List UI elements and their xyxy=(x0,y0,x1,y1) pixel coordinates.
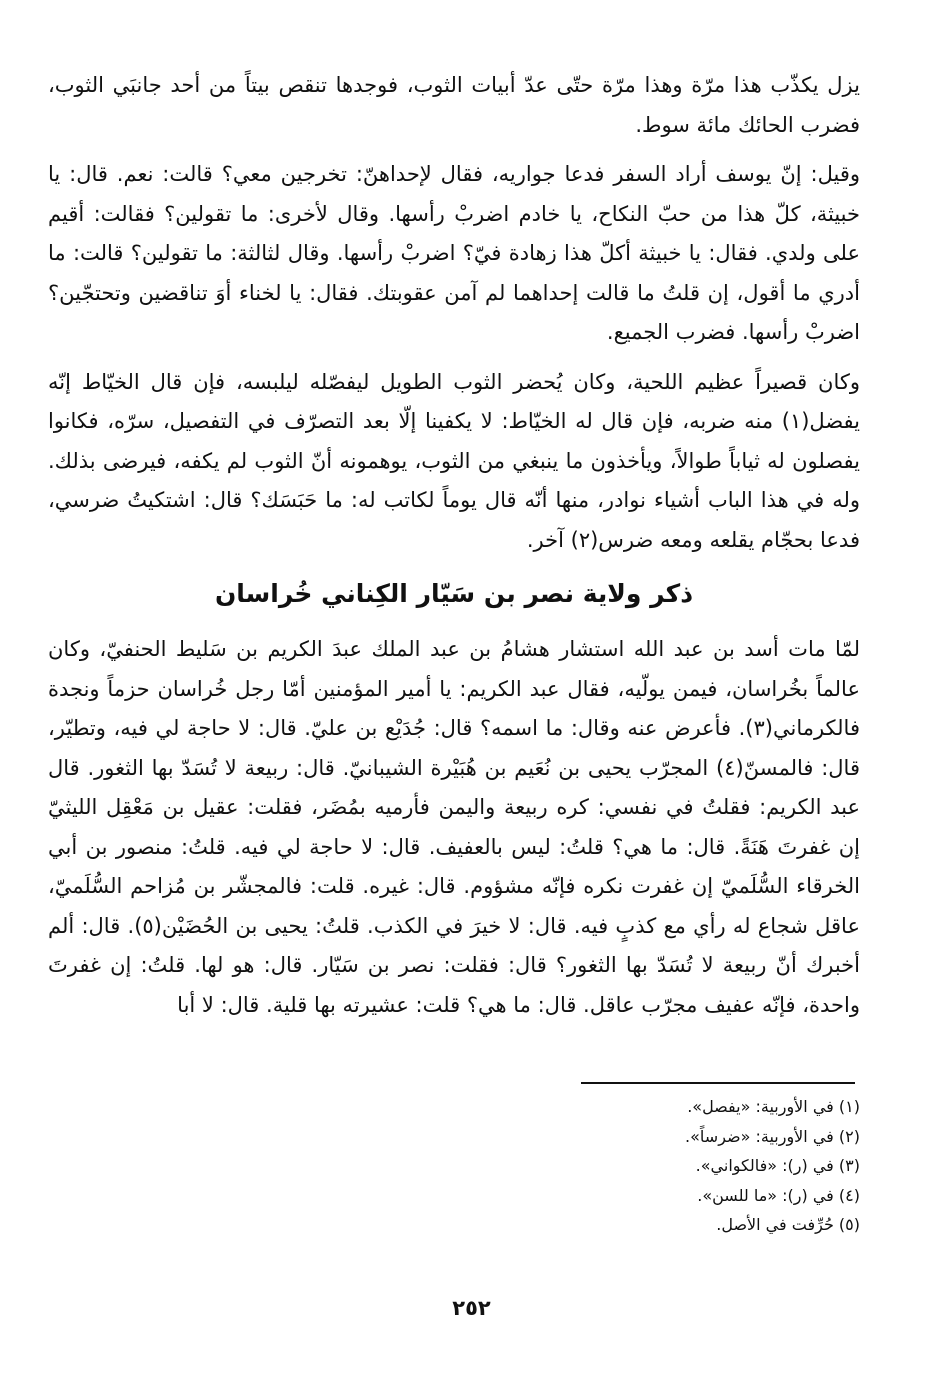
page-number: ٢٥٢ xyxy=(452,1296,491,1320)
footnote-4: (٤) في (ر): «ما للسن». xyxy=(697,1185,860,1205)
footnote-3: (٣) في (ر): «فالكواني». xyxy=(695,1156,860,1175)
paragraph-tailor-story-end: يزل يكذّب هذا مرّة وهذا مرّة حتّى عدّ أبيات الثوب، فوجدها تنقص بيتاً من أحد جانبَي الثوب، فضرب الحائك مائة سوط. xyxy=(48,73,860,137)
footnote-1: (١) في الأوربية: «يفصل». xyxy=(687,1097,860,1116)
section-heading: ذكر ولاية نصر بن سَيّار الكِناني خُراسان xyxy=(214,579,694,608)
footnote-2: (٢) في الأوربية: «ضرساً». xyxy=(685,1126,860,1146)
paragraph-nasr-appointment: لمّا مات أسد بن عبد الله استشار هشامُ بن عبد الملك عبدَ الكريم بن سَليط الحنفيّ، وكان عالماً بخُراسان، فيمن يولّيه، فقال عبد الكريم: يا أمير المؤمنين أمّا رجل خُراسان حزماً ونجدة فالكرماني(٣). فأعرض عنه وقال: ما اسمه؟ قال: جُدَيْع بن عليّ. قال: لا حاجة لي فيه، وتطيّر، قال: فالمسنّ(٤) المجرّب يحيى بن نُعَيم بن هُبَيْرة الشيبانيّ. قال: ربيعة لا تُسَدّ بها الثغور. قال عبد الكريم: فقلتُ في نفسي: كره ربيعة واليمن فأرميه بمُضَر، فقلت: عقيل بن مَعْقِل الليثيّ إن غفرتَ هَنَةً. قال: ما هي؟ قلتُ: ليس بالعفيف. قال: لا حاجة لي فيه. قلتُ: منصور بن أبي الخرقاء السُّلَميّ إن غفرت نكره فإنّه مشؤوم. قال: غيره. قلت: فالمجشّر بن مُزاحم السُّلَميّ، عاقل شجاع له رأي مع كذبٍ فيه. قال: لا خيرَ في الكذب. قلتُ: يحيى بن الحُضَيْن(٥). قال: ألم أخبرك أنّ ربيعة لا تُسَدّ بها الثغور؟ قال: فقلت: نصر بن سَيّار. قال: هو لها. قلتُ: إن غفرتَ واحدة، فإنّه عفيف مجرّب عاقل. قال: ما هي؟ قلت: عشيرته بها قلية. قال: لا أبا xyxy=(48,637,860,1017)
main-text xyxy=(48,66,860,1035)
footnotes xyxy=(500,1092,860,1240)
footnote-5: (٥) حُرِّفت في الأصل. xyxy=(716,1215,860,1234)
paragraph-short-stature: وكان قصيراً عظيم اللحية، وكان يُحضر الثوب الطويل ليفصّله ليلبسه، فإن قال الخيّاط إنّه يفضل(١) منه ضربه، فإن قال له الخيّاط: لا يكفينا إلّا بعد التصرّف في التفصيل، سرّه، فكانوا يفصلون له ثياباً طوالاً، ويأخذون ما ينبغي من الثوب، يوهمونه أنّ الثوب لم يكفه، فيرضى بذلك. وله في هذا الباب أشياء نوادر، منها أنّه قال يوماً لكاتب له: ما حَبَسَك؟ قال: اشتكيتُ ضرسي، فدعا بحجّام يقلعه ومعه ضرس(٢) آخر. xyxy=(48,369,860,552)
paragraph-yusuf-maids: وقيل: إنّ يوسف أراد السفر فدعا جواريه، فقال لإحداهنّ: تخرجين معي؟ قالت: نعم. قال: يا خبيثة، كلّ هذا من حبّ النكاح، يا خادم اضربْ رأسها. وقال لأخرى: ما تقولين؟ فقالت: أقيم على ولدي. فقال: يا خبيثة أكلّ هذا زهادة فيّ؟ اضربْ رأسها. وقال لثالثة: ما تقولين؟ قالت: ما أدري ما أقول، إن قلتُ ما قالت إحداهما لم آمن عقوبتك. فقال: يا لخناء أوَ تناقضين وتحتجّين؟ اضربْ رأسها. فضرب الجميع. xyxy=(48,162,860,344)
footnote-divider xyxy=(581,1082,855,1084)
